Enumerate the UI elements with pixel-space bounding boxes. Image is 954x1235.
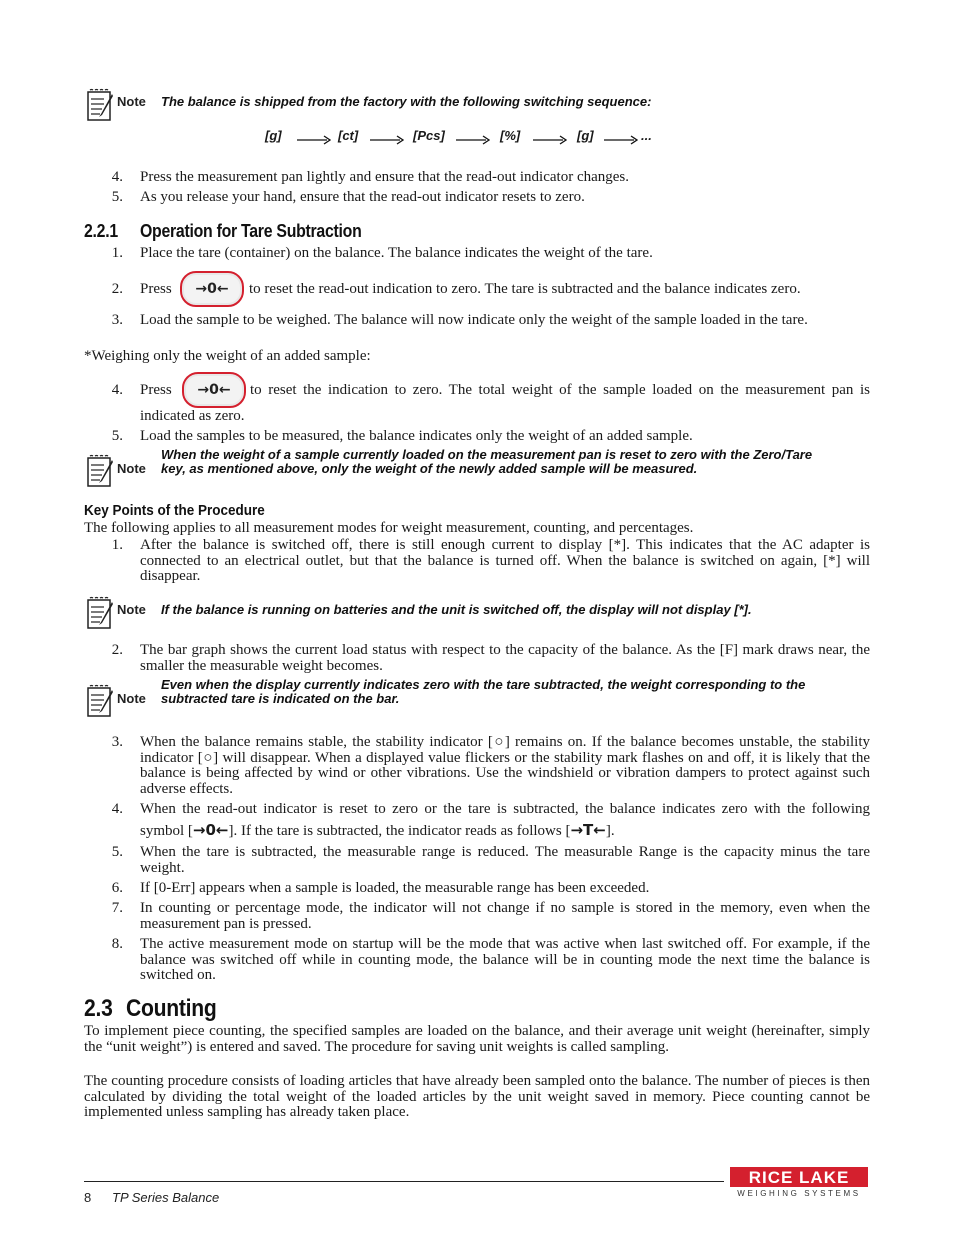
note-icon [86, 88, 114, 122]
list-item: The bar graph shows the current load status with respect to the capacity of the balance. As the [F] mark draws near, the smaller the measurable weight becomes. [140, 642, 870, 674]
note-icon [86, 454, 114, 488]
sequence-item: ... [641, 128, 652, 143]
note-text: When the weight of a sample currently loaded on the measurement pan is reset to zero with the Zero/Tare [161, 447, 813, 462]
arrow-right-icon [456, 135, 490, 145]
sequence-item: [g] [577, 128, 594, 143]
list-item: Place the tare (container) on the balance. The balance indicates the weight of the tare. [140, 245, 653, 261]
list-item: In counting or percentage mode, the indicator will not change if no sample is stored in the memory, even when the measurement pan is pressed. [140, 900, 870, 932]
zero-symbol-icon: →0← [192, 821, 229, 839]
arrow-right-icon [370, 135, 404, 145]
list-item: to reset the read-out indication to zero. The tare is subtracted and the balance indicates zero. [249, 281, 801, 297]
logo-subtext: WEIGHING SYSTEMS [737, 1189, 861, 1198]
symbol-text: ]. If the tare is subtracted, the indicator reads as follows [ [228, 823, 571, 839]
paragraph: To implement piece counting, the specified samples are loaded on the balance, and their average unit weight (hereinafter, simply the “unit weight”) is entered and saved. The procedure for saving unit weights is called sampling. [84, 1023, 870, 1055]
subsection-title: Key Points of the Procedure [84, 502, 265, 519]
zero-tare-button[interactable]: →0← [180, 271, 244, 307]
list-number: 4. [111, 382, 123, 398]
note-text: Even when the display currently indicates zero with the tare subtracted, the weight corresponding to the [161, 677, 806, 692]
list-item-continued: indicated as zero. [140, 408, 245, 424]
section-title: Counting [126, 995, 217, 1022]
paragraph: The counting procedure consists of loading articles that have already been sampled onto the balance. The number of pieces is then calculated by dividing the total weight of the loaded articles by the unit weight saved in memory. Piece counting cannot be implemented unless sampling has already taken place. [84, 1073, 870, 1120]
list-item: If [0-Err] appears when a sample is loaded, the measurable range has been exceeded. [140, 880, 650, 896]
note-label: Note [117, 691, 146, 706]
sequence-item: [ct] [338, 128, 359, 143]
note-label: Note [117, 461, 146, 476]
list-number: 6. [111, 880, 123, 896]
rice-lake-logo [730, 1167, 868, 1201]
list-item: Load the sample to be weighed. The balance will now indicate only the weight of the sample loaded in the tare. [140, 312, 808, 328]
list-number: 4. [111, 169, 123, 185]
note-text: subtracted tare is indicated on the bar. [161, 691, 400, 706]
note-text: key, as mentioned above, only the weight of the newly added sample will be measured. [161, 461, 698, 476]
paragraph: The following applies to all measurement modes for weight measurement, counting, and percentages. [84, 520, 694, 536]
section-title: Operation for Tare Subtraction [140, 221, 362, 241]
list-item: to reset the indication to zero. The total weight of the sample loaded on the measurement pan is [250, 382, 870, 398]
list-number: 5. [111, 844, 123, 860]
sequence-item: [Pcs] [413, 128, 445, 143]
page-number: 8 [84, 1190, 92, 1205]
list-number: 1. [111, 245, 123, 261]
list-item: Press the measurement pan lightly and ensure that the read-out indicator changes. [140, 169, 630, 185]
note-icon [86, 596, 114, 630]
list-number: 2. [111, 642, 123, 658]
list-number: 2. [111, 281, 123, 297]
list-item: When the read-out indicator is reset to zero or the tare is subtracted, the balance indicates zero with the following [140, 801, 870, 817]
sequence-item: [%] [500, 128, 521, 143]
doc-title: TP Series Balance [112, 1190, 220, 1205]
list-item: The active measurement mode on startup will be the mode that was active when last switched off. For example, if the balance was switched off while in counting mode, the balance will be in counting mode the next time the balance is switched on. [140, 936, 870, 983]
zero-tare-button[interactable]: →0← [182, 372, 246, 408]
list-item: When the balance remains stable, the stability indicator [○] remains on. If the balance becomes unstable, the stability indicator [○] will disappear. When a displayed value flickers or the stability mark flashes on and off, it is likely that the balance is being affected by wind or other vibrations. Use the windshield or vibration dampers to protect against such adverse effects. [140, 734, 870, 797]
sequence-item: [g] [265, 128, 282, 143]
note-label: Note [117, 94, 146, 109]
note-text: If the balance is running on batteries and the unit is switched off, the display will not display [*]. [161, 602, 752, 617]
press-label: Press [140, 281, 172, 297]
arrow-right-icon [533, 135, 567, 145]
tare-symbol-icon: →T← [570, 821, 606, 839]
list-number: 3. [111, 312, 123, 328]
symbol-text: ]. [605, 823, 615, 839]
list-number: 8. [111, 936, 123, 952]
list-number: 5. [111, 428, 123, 444]
list-number: 3. [111, 734, 123, 750]
paragraph: *Weighing only the weight of an added sample: [84, 348, 371, 364]
section-number: 2.3 [84, 995, 113, 1022]
note-icon [86, 684, 114, 718]
list-number: 7. [111, 900, 123, 916]
list-item: When the tare is subtracted, the measurable range is reduced. The measurable Range is the capacity minus the tare weight. [140, 844, 870, 876]
list-item: After the balance is switched off, there is still enough current to display [*]. This indicates that the AC adapter is connected to an electrical outlet, but that the balance is turned off. When the balance is switched on again, [*] will disappear. [140, 537, 870, 584]
list-item-continued [140, 823, 615, 840]
note-label: Note [117, 602, 146, 617]
section-number: 2.2.1 [84, 221, 118, 241]
arrow-right-icon [297, 135, 331, 145]
list-number: 4. [111, 801, 123, 817]
list-number: 1. [111, 537, 123, 553]
press-label: Press [140, 382, 172, 398]
footer-rule [84, 1181, 724, 1182]
list-item: Load the samples to be measured, the balance indicates only the weight of an added sample. [140, 428, 693, 444]
arrow-right-icon [604, 135, 638, 145]
symbol-text: symbol [ [140, 823, 193, 839]
list-number: 5. [111, 189, 123, 205]
logo-text: RICE LAKE [748, 1168, 850, 1187]
list-item: As you release your hand, ensure that the read-out indicator resets to zero. [140, 189, 585, 205]
note-text: The balance is shipped from the factory with the following switching sequence: [161, 94, 652, 109]
